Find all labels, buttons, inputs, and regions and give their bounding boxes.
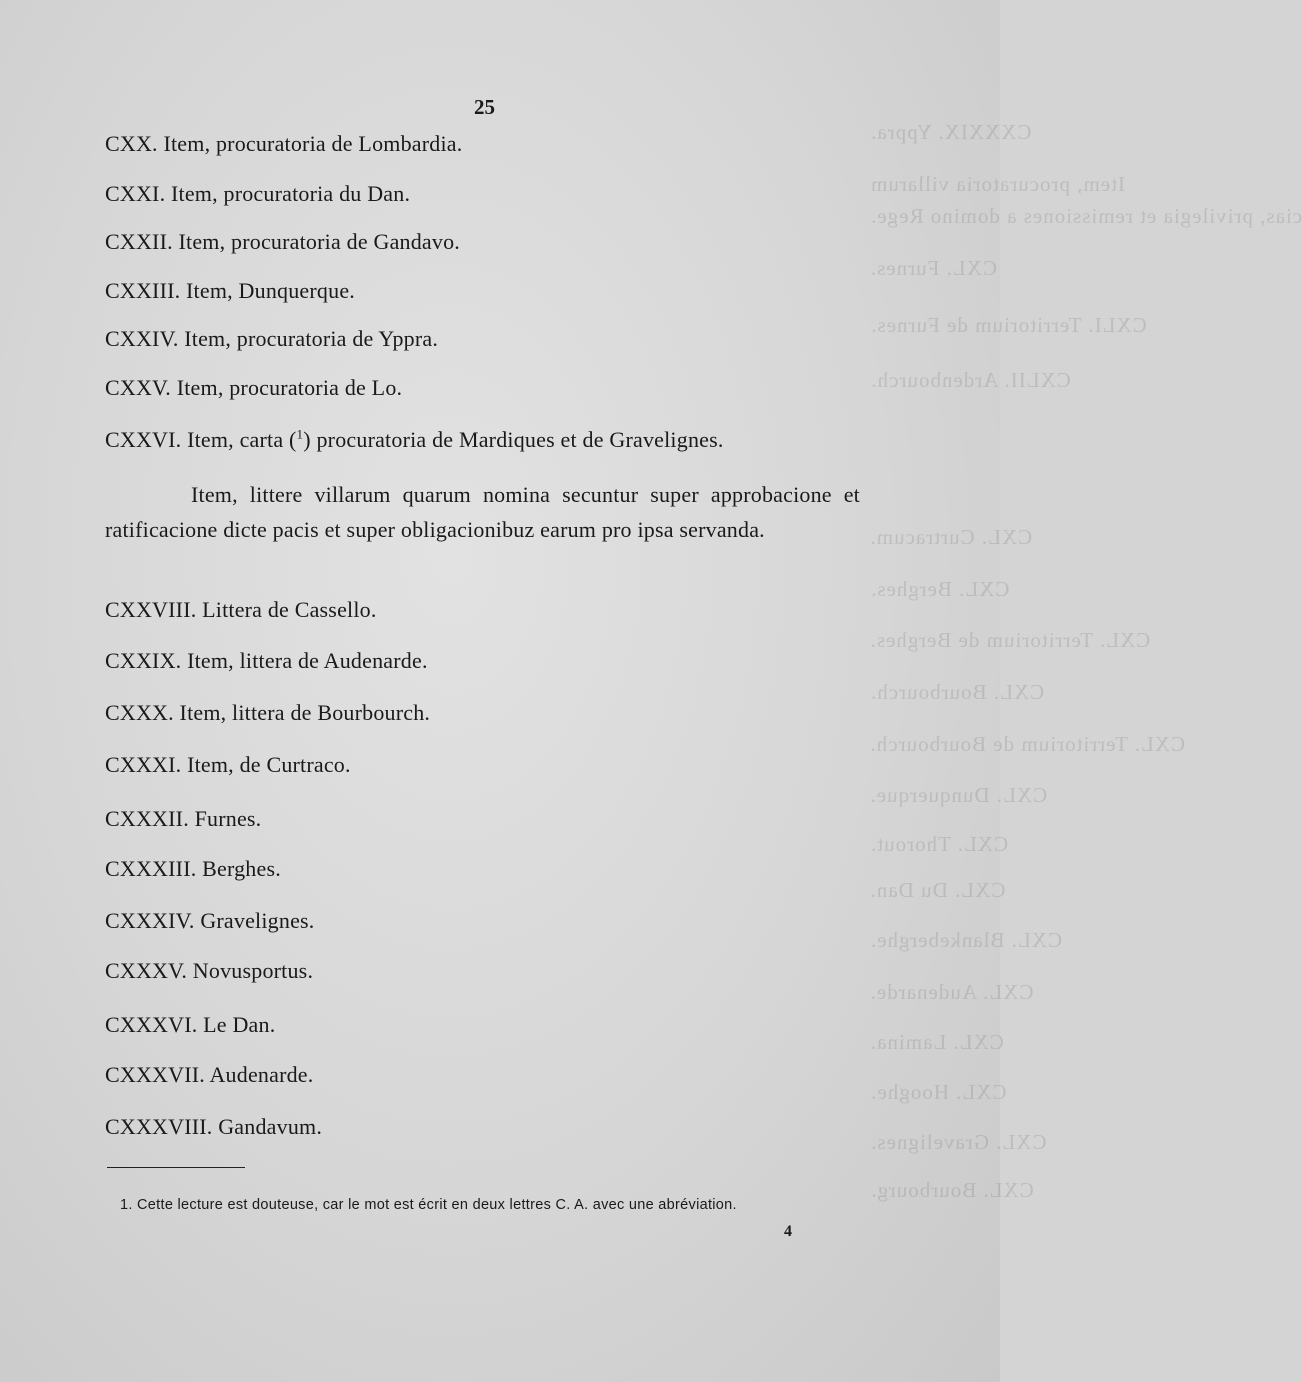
bleed-through-line: CXL. Audenarde. <box>870 980 1034 1004</box>
footnote: 1. Cette lecture est douteuse, car le mot est écrit en deux lettres C. A. avec une abréviation. <box>120 1197 737 1213</box>
bleed-through-line: CXLI. Territorium de Furnes. <box>870 313 1147 337</box>
entry-text: ) procuratoria de Mardiques et de Gravelignes. <box>303 427 724 452</box>
footnote-reference: 1 <box>296 426 304 442</box>
list-item: CXXIII. Item, Dunquerque. <box>105 278 355 303</box>
list-item: CXXXIV. Gravelignes. <box>105 908 315 933</box>
list-item: CXX. Item, procuratoria de Lombardia. <box>105 131 463 156</box>
bleed-through-line: cias, privilegia et remissiones a domino Rege. <box>870 204 1302 228</box>
body-paragraph: Item, littere villarum quarum nomina secuntur super approbacione et ratificacione dicte pacis et super obligacionibuz earum pro ipsa servanda. <box>105 482 860 542</box>
footnote-divider <box>107 1167 245 1168</box>
bleed-through-line: CXL. Bourbourg. <box>870 1178 1034 1202</box>
bleed-through-line: CXL. Gravelignes. <box>870 1130 1047 1154</box>
bleed-through-line: CXL. Hooghe. <box>870 1080 1007 1104</box>
list-item: CXXX. Item, littera de Bourbourch. <box>105 700 431 725</box>
list-item: CXXXVII. Audenarde. <box>105 1062 314 1087</box>
bleed-through-line: CXL. Bourbourch. <box>870 680 1045 704</box>
list-item: CXXIX. Item, littera de Audenarde. <box>105 648 428 673</box>
bleed-through-line: CXL. Berghes. <box>870 577 1010 601</box>
list-item <box>105 427 724 453</box>
list-item: CXXV. Item, procuratoria de Lo. <box>105 375 403 400</box>
list-item: CXXXV. Novusportus. <box>105 958 314 983</box>
list-item: CXXXI. Item, de Curtraco. <box>105 752 351 777</box>
list-item: CXXXVI. Le Dan. <box>105 1012 276 1037</box>
page-number: 25 <box>474 95 495 119</box>
list-item: CXXII. Item, procuratoria de Gandavo. <box>105 229 460 254</box>
list-item: CXXVIII. Littera de Cassello. <box>105 597 377 622</box>
bleed-through-line: CXL. Furnes. <box>870 256 997 280</box>
bleed-through-line: CXL. Territorium de Bourbourch. <box>870 732 1186 756</box>
bleed-through-line: CXL. Lamina. <box>870 1030 1004 1054</box>
list-item: CXXXVIII. Gandavum. <box>105 1114 323 1139</box>
bleed-through-line: CXL. Du Dan. <box>870 878 1006 902</box>
list-item: CXXI. Item, procuratoria du Dan. <box>105 181 411 206</box>
bleed-through-line: Item, procuratoria villarum <box>870 172 1125 196</box>
entry-text: CXXVI. Item, carta ( <box>105 427 297 452</box>
bleed-through-line: CXL. Dunquerque. <box>870 783 1048 807</box>
bleed-through-line: CXXXIX. Yppra. <box>870 120 1032 144</box>
bleed-through-line: CXL. Blankeberghe. <box>870 928 1062 952</box>
bleed-through-line: CXL. Thorout. <box>870 832 1009 856</box>
bleed-through-line: CXL. Curtracum. <box>870 525 1033 549</box>
list-item: CXXXII. Furnes. <box>105 806 262 831</box>
signature-mark: 4 <box>784 1223 792 1240</box>
bleed-through-line: CXLII. Ardenbourch. <box>870 368 1071 392</box>
list-item: CXXXIII. Berghes. <box>105 856 281 881</box>
bleed-through-line: CXL. Territorium de Berghes. <box>870 628 1151 652</box>
list-item: CXXIV. Item, procuratoria de Yppra. <box>105 326 439 351</box>
